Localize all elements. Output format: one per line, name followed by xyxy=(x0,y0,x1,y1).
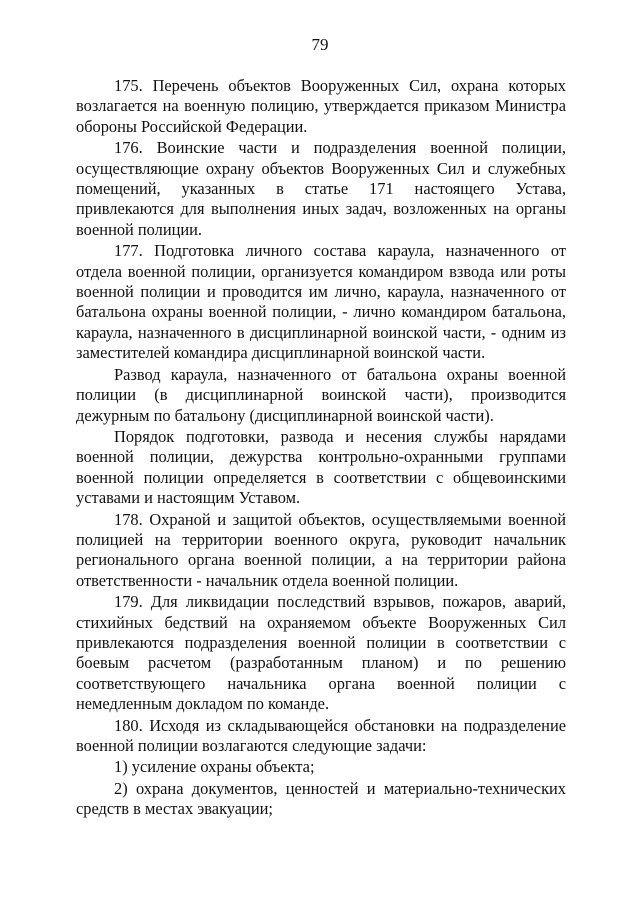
paragraph-177-procedure: Порядок подготовки, развода и несения службы нарядами военной полиции, дежурства контрольно-охранными группами военной полиции определяется в соответствии с общевоинскими уставами и настоящим Уставом. xyxy=(76,426,566,508)
document-body xyxy=(76,76,566,821)
paragraph-177: 177. Подготовка личного состава караула, назначенного от отдела военной полиции, организуется командиром взвода или роты военной полиции и проводится им лично, караула, назначенного от батальона охраны военной полиции, - лично командиром батальона, караула, назначенного в дисциплинарной воинской части, - одним из заместителей командира дисциплинарной воинской части. xyxy=(76,241,566,363)
list-item-1: 1) усиление охраны объекта; xyxy=(114,757,315,777)
paragraph-180: 180. Исходя из складывающейся обстановки на подразделение военной полиции возлагаются следующие задачи: xyxy=(76,715,566,755)
paragraph-176: 176. Воинские части и подразделения военной полиции, осуществляющие охрану объектов Вооруженных Сил и служебных помещений, указанных в статье 171 настоящего Устава, привлекаются для выполнения иных задач, возложенных на органы военной полиции. xyxy=(76,138,566,239)
paragraph-178: 178. Охраной и защитой объектов, осуществляемыми военной полицией на территории военного округа, руководит начальник регионального органа военной полиции, а на территории района ответственности - начальник отдела военной полиции. xyxy=(76,509,566,590)
paragraph-179: 179. Для ликвидации последствий взрывов, пожаров, аварий, стихийных бедствий на охраняемом объекте Вооруженных Сил привлекаются подразделения военной полиции в соответствии с боевым расчетом (разработанным планом) и по решению соответствующего начальника органа военной полиции с немедленным докладом по команде. xyxy=(76,592,566,714)
paragraph-177-guard-mount: Развод караула, назначенного от батальона охраны военной полиции (в дисциплинарной воинской части), производится дежурным по батальону (дисциплинарной воинской части). xyxy=(76,364,566,425)
page-number: 79 xyxy=(311,35,329,54)
list-item-2: 2) охрана документов, ценностей и материально-технических средств в местах эвакуации; xyxy=(76,778,566,819)
paragraph-175: 175. Перечень объектов Вооруженных Сил, охрана которых возлагается на военную полицию, утверждается приказом Министра обороны Российской Федерации. xyxy=(76,76,566,136)
